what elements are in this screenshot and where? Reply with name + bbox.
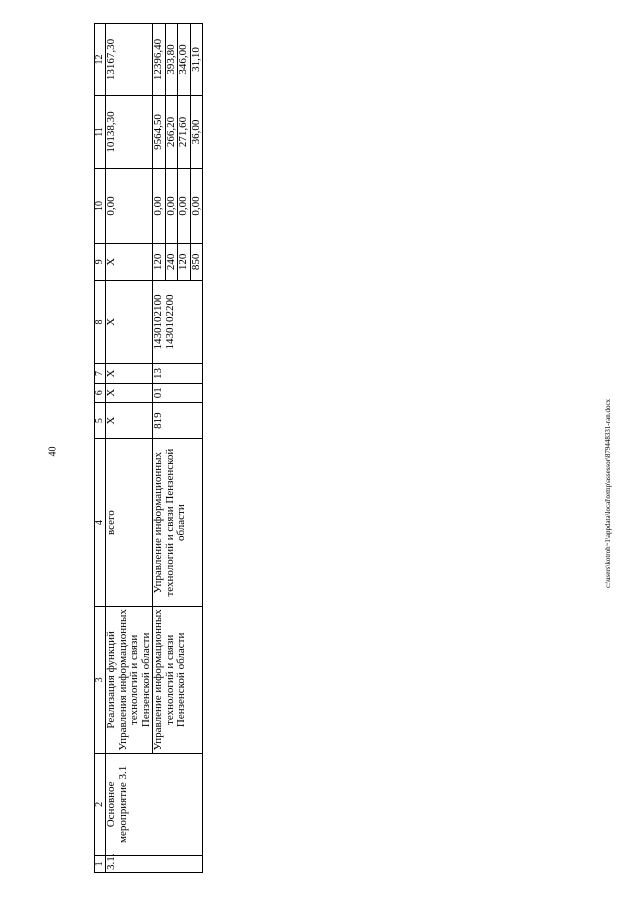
col-header-2: 2 <box>95 753 106 855</box>
col-header-1: 1 <box>95 855 106 872</box>
cell-x-8: X <box>106 280 153 364</box>
v12-column <box>153 24 203 96</box>
cell-x-6: X <box>106 383 153 402</box>
budget-code-7: 13 <box>153 364 203 383</box>
v10-0: 0,00 <box>153 169 166 243</box>
v11-1: 266,20 <box>166 96 179 168</box>
col-header-9: 9 <box>95 244 106 280</box>
budget-code-5: 819 <box>153 402 203 438</box>
target-code-a: 1430102100 <box>152 294 164 350</box>
vr-0: 120 <box>153 244 166 279</box>
col-header-8: 8 <box>95 280 106 364</box>
header-row <box>95 24 106 873</box>
page-number: 40 <box>47 446 59 457</box>
col-header-5: 5 <box>95 402 106 438</box>
col-header-4: 4 <box>95 439 106 606</box>
vr-2: 120 <box>178 244 191 279</box>
table-row-total <box>106 24 153 873</box>
event-name: Основное мероприятие 3.1 <box>106 753 203 855</box>
event-description: Реализация функций Управления информационных технологий и связи Пензенской области <box>106 606 153 753</box>
cell-x-7: X <box>106 364 153 383</box>
budget-code-6: 01 <box>153 383 203 402</box>
col-header-6: 6 <box>95 383 106 402</box>
vr-1: 240 <box>166 244 179 279</box>
total-value-12: 13167,30 <box>106 24 153 96</box>
cell-x-5: X <box>106 402 153 438</box>
cell-x-9: X <box>106 244 153 280</box>
total-label: всего <box>106 439 153 606</box>
target-codes <box>153 280 203 364</box>
v12-2: 346,00 <box>178 24 191 95</box>
total-value-11: 10138,30 <box>106 95 153 168</box>
budget-table-rotated <box>94 23 202 873</box>
total-value-10: 0,00 <box>106 168 153 243</box>
v11-3: 36,00 <box>189 119 202 145</box>
col-header-11: 11 <box>95 95 106 168</box>
v10-column <box>153 168 203 243</box>
vr-column <box>153 244 203 280</box>
v11-2: 271,60 <box>178 96 191 168</box>
v12-0: 12396,40 <box>153 24 166 95</box>
v12-3: 31,10 <box>189 47 202 72</box>
v10-3: 0,00 <box>189 196 202 216</box>
col-header-3: 3 <box>95 606 106 753</box>
executor-col4: Управление информационных технологий и связи Пензенской области <box>153 439 203 606</box>
v10-2: 0,00 <box>178 169 191 243</box>
v11-0: 9564,50 <box>153 96 166 168</box>
v11-column <box>153 95 203 168</box>
footer-file-path: c:\users\kotroh~1\appdata\local\temp\assessor\879448331-ran.docx <box>604 398 612 588</box>
v12-1: 393,80 <box>166 24 179 95</box>
target-code-b: 1430102200 <box>163 294 176 350</box>
col-header-12: 12 <box>95 24 106 96</box>
vr-3: 850 <box>189 253 202 271</box>
col-header-7: 7 <box>95 364 106 383</box>
v10-1: 0,00 <box>166 169 179 243</box>
table-row-executor <box>153 24 203 873</box>
budget-table <box>94 23 203 873</box>
executor-col3: Управление информационных технологий и связи Пензенской области <box>153 606 203 753</box>
row-number: 3.1. <box>106 855 203 872</box>
col-header-10: 10 <box>95 168 106 243</box>
